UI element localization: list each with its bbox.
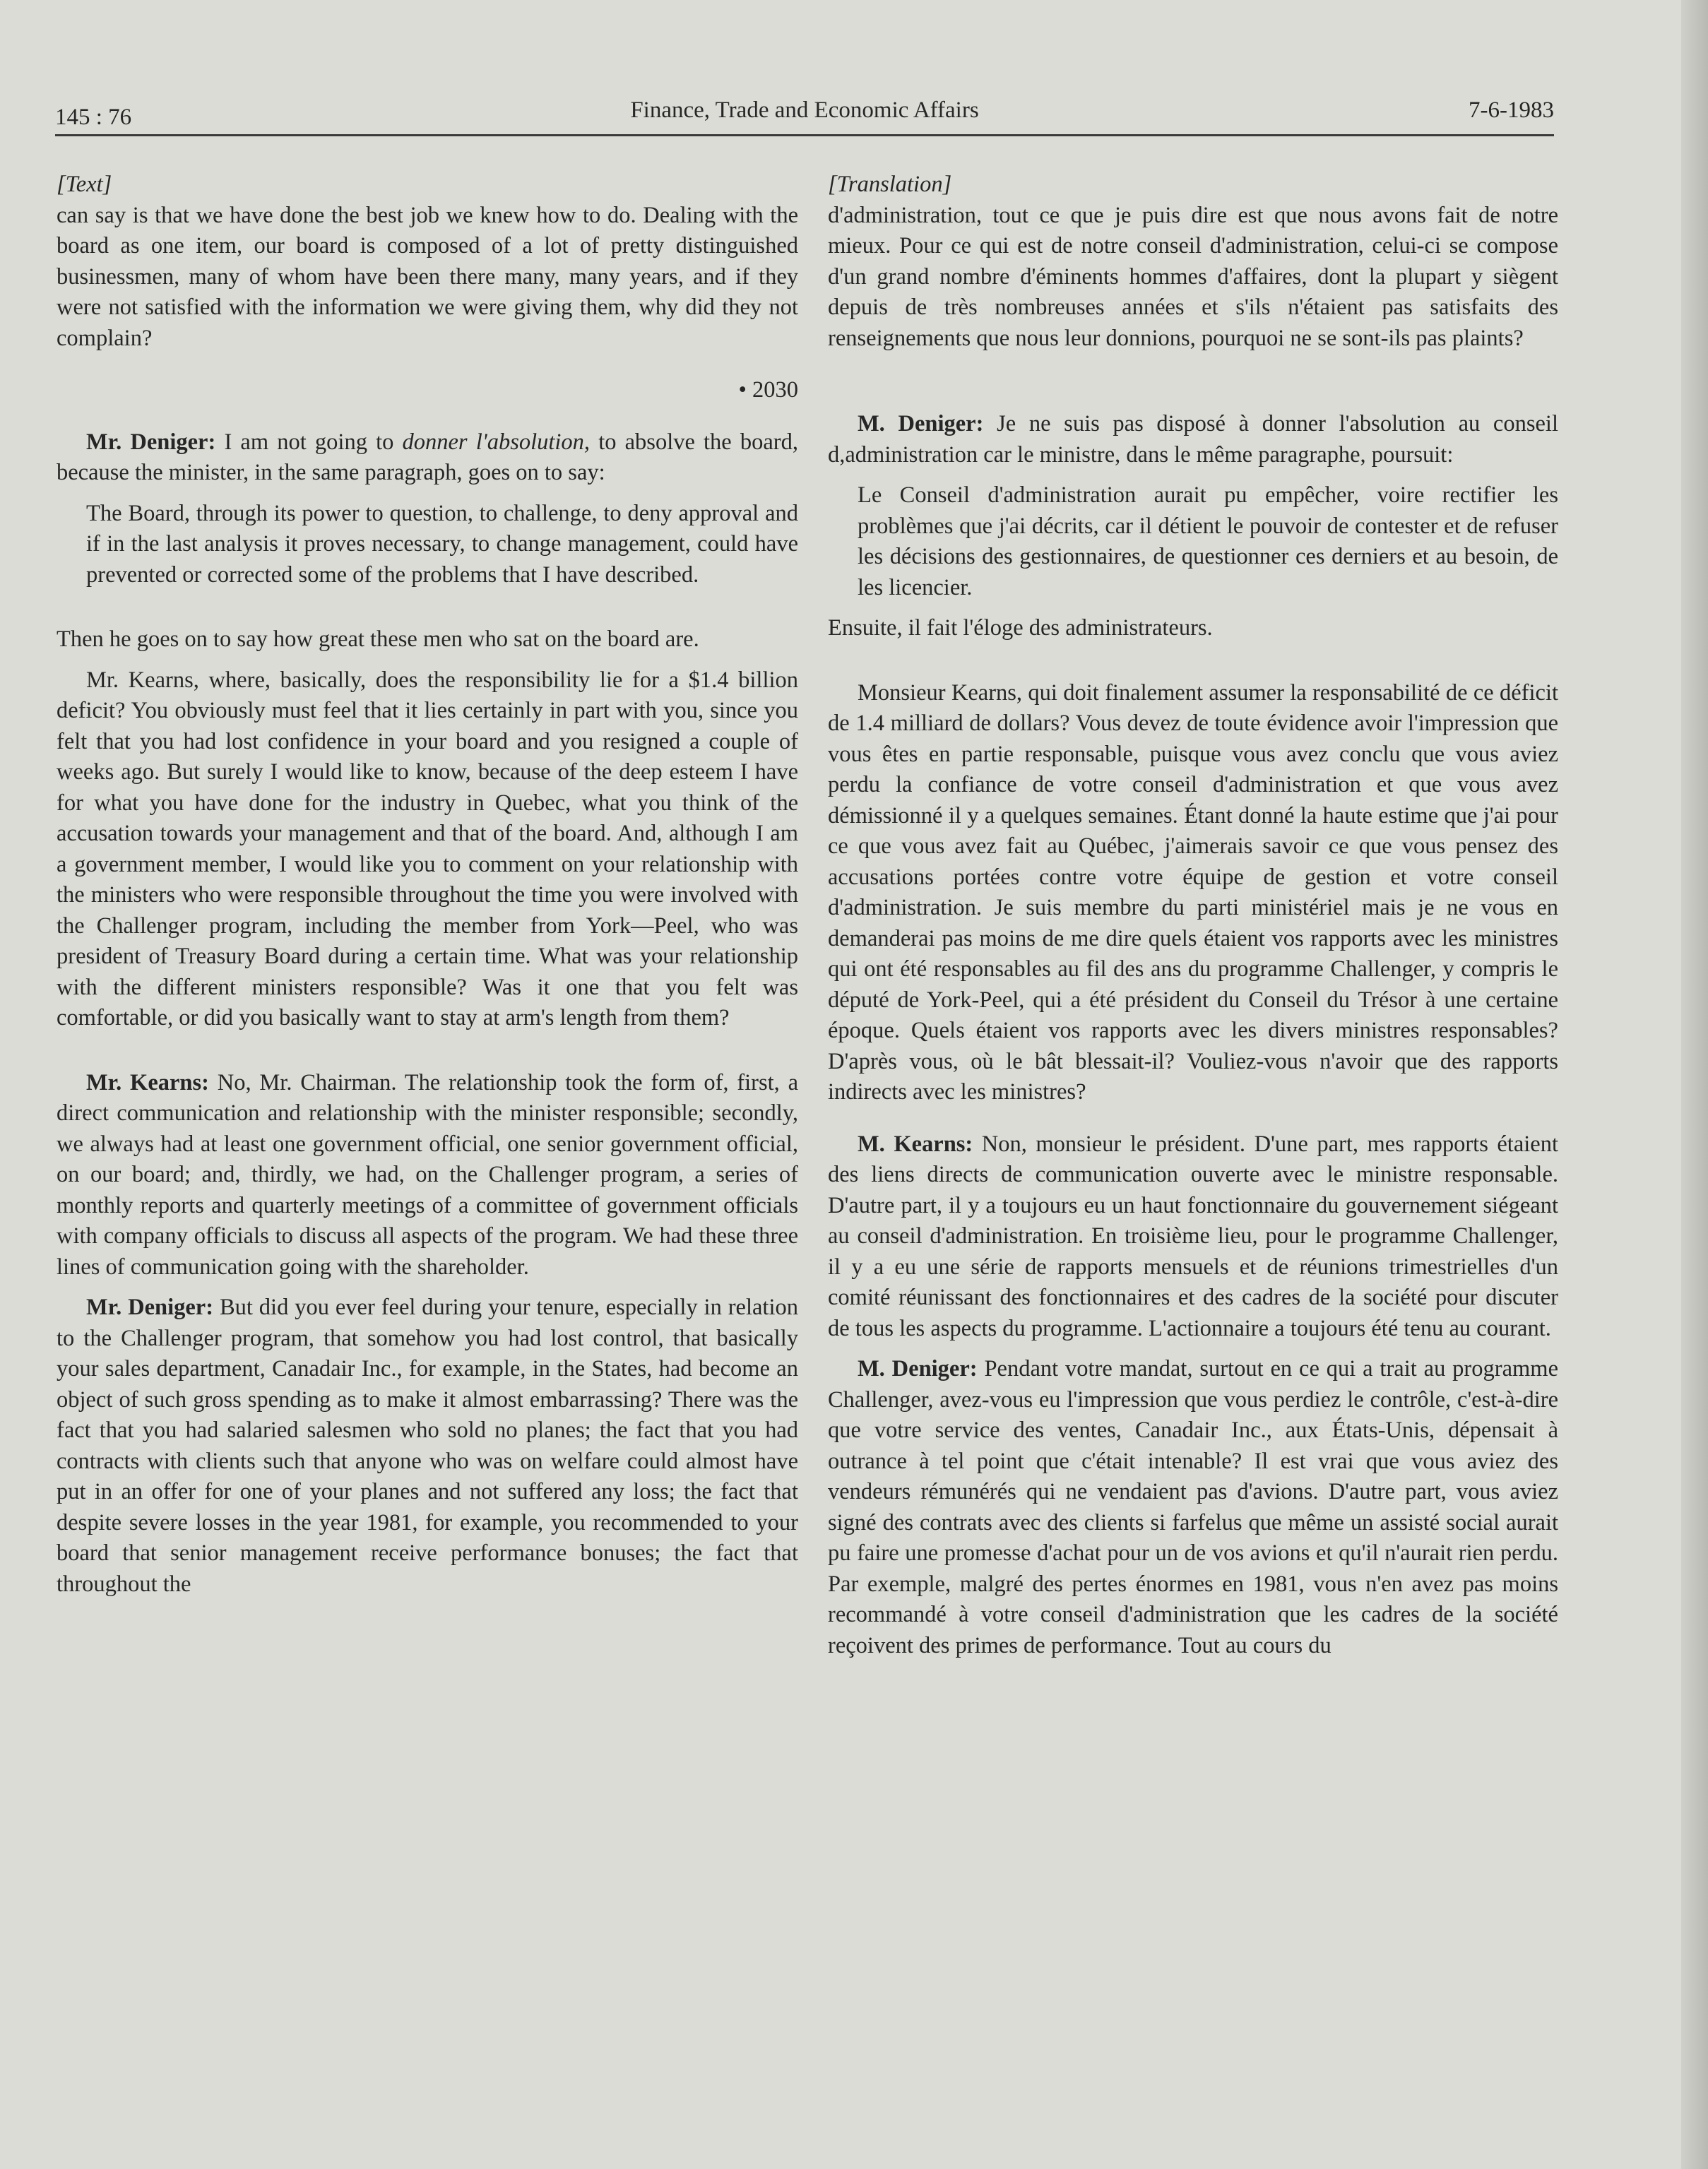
block-quote: Le Conseil d'administration aurait pu empêcher, voire rectifier les problèmes que j'ai décrits, car il détient le pouvoir de contester et de refuser les décisions des gestionnaires, de questionner ces derniers et au besoin, de les licencier. [858,482,1558,600]
text-tag: [Text] [57,172,112,197]
paragraph: d'administration, tout ce que je puis dire est que nous avons fait de notre mieux. Pour ce qui est de notre conseil d'administration, celui-ci se compose d'un grand nombre d'éminents hommes d'affaires, dont la plupart y siègent depuis de très nombreuses années et s'ils n'étaient pas satisfaits des renseignements que nous leur donnions, pourquoi ne se sont-ils pas plaints? [828,202,1558,351]
speaker-name: M. Deniger: [858,1356,978,1381]
speaker-name: Mr. Deniger: [86,429,216,455]
paragraph: Ensuite, il fait l'éloge des administrateurs. [828,615,1213,641]
speaker-name: M. Kearns: [858,1131,973,1157]
italic-phrase: donner l'absolution, [402,429,591,455]
speaker-paragraph: Mr. Deniger: But did you ever feel during your tenure, especially in relation to the Challenger program, that somehow you had lost control, that basically your sales department, Canadair Inc., for example, in the States, had become an object of such gross spending as to make it almost embarrassing? There was the fact that you had salaried salesmen who sold no planes; the fact that you had contracts with clients such that anyone who was on welfare could almost have put in an offer for one of your planes and not suffered any loss; the fact that despite severe losses in the year 1981, for example, you recommended to your board that senior management receive performance bonuses; the fact that throughout the [57,1295,798,1597]
speaker-paragraph: M. Deniger: Pendant votre mandat, surtout en ce qui a trait au programme Challenger, avez-vous eu l'impression que vous perdiez le contrôle, c'est-à-dire que votre service des ventes, Canadair Inc., aux États-Unis, dépensait à outrance à tel point que c'était intenable? Il est vrai que vous aviez des vendeurs rémunérés qui ne vendaient pas d'avions. D'autre part, vous aviez signé des contrats avec des clients si farfelus que même un assisté social aurait pu faire une promesse d'achat pour un de vos avions et qu'il n'aurait rien perdu. Par exemple, malgré des pertes énormes en 1981, vous n'en avez pas moins recommandé à votre conseil d'administration que les cadres de la société reçoivent des primes de performance. Tout au cours du [828,1356,1558,1658]
speaker-paragraph: Mr. Deniger: I am not going to donner l'absolution, to absolve the board, because the minister, in the same paragraph, goes on to say: [57,429,798,485]
page-edge-shadow [1681,0,1708,2169]
running-title: Finance, Trade and Economic Affairs [630,97,979,123]
speaker-name: M. Deniger: [858,411,984,436]
time-marker: • 2030 [738,377,798,403]
page-number: 145 : 76 [55,105,132,130]
translation-tag: [Translation] [828,172,952,197]
speaker-paragraph: M. Deniger: Je ne suis pas disposé à donner l'absolution au conseil d,administration car le ministre, dans le même paragraphe, poursuit: [828,411,1558,468]
english-column [57,170,798,1600]
block-quote: The Board, through its power to question, to challenge, to deny approval and if in the last analysis it proves necessary, to change management, could have prevented or corrected some of the problems that I have described. [86,500,798,588]
page-header [55,97,1554,133]
header-rule [55,134,1554,136]
paragraph: Monsieur Kearns, qui doit finalement assumer la responsabilité de ce déficit de 1.4 milliard de dollars? Vous devez de toute évidence avoir l'impression que vous êtes en partie responsable, puisque vous avez conclu que vous aviez perdu la confiance de votre conseil d'administration et que vous avez démissionné il y a quelques semaines. Étant donné la haute estime que j'ai pour ce que vous avez fait au Québec, j'aimerais savoir ce que vous pensez des accusations portées contre votre équipe de gestion et votre conseil d'administration. Je suis membre du parti ministériel mais je ne vous en demanderai pas moins de me dire quels étaient vos rapports avec les ministres qui ont été responsables au fil des ans du programme Challenger, y compris le député de York-Peel, qui a été président du Conseil du Trésor à une certaine époque. Quels étaient vos rapports avec les divers ministres responsables? D'après vous, où le bât blessait-il? Vouliez-vous n'avoir que des rapports indirects avec les ministres? [828,679,1558,1105]
speaker-name: Mr. Kearns: [86,1069,209,1095]
french-column [828,170,1558,1661]
page-date: 7-6-1983 [1469,97,1554,123]
speaker-paragraph: Mr. Kearns: No, Mr. Chairman. The relationship took the form of, first, a direct communication and relationship with the minister responsible; secondly, we always had at least one government official, one senior government official, on our board; and, thirdly, we had, on the Challenger program, a series of monthly reports and quarterly meetings of a committee of government officials with company officials to discuss all aspects of the program. We had these three lines of communication going with the shareholder. [57,1069,798,1280]
speaker-paragraph: M. Kearns: Non, monsieur le président. D'une part, mes rapports étaient des liens directs de communication ouverte avec le ministre responsable. D'autre part, il y a toujours eu un haut fonctionnaire du gouvernement siégeant au conseil d'administration. En troisième lieu, pour le programme Challenger, il y a eu une série de rapports mensuels et de réunions trimestrielles d'un comité réunissant des fonctionnaires et des cadres de la société pour discuter de tous les aspects du programme. L'actionnaire a toujours été tenu au courant. [828,1131,1558,1341]
paragraph: can say is that we have done the best job we knew how to do. Dealing with the board as one item, our board is composed of a lot of pretty distinguished businessmen, many of whom have been there many, many years, and if they were not satisfied with the information we were giving them, why did they not complain? [57,202,798,351]
paragraph: Then he goes on to say how great these men who sat on the board are. [57,626,699,652]
speaker-name: Mr. Deniger: [86,1295,214,1320]
paragraph: Mr. Kearns, where, basically, does the responsibility lie for a $1.4 billion deficit? You obviously must feel that it lies certainly in part with you, since you felt that you had lost confidence in your board and you resigned a couple of weeks ago. But surely I would like to know, because of the deep esteem I have for what you have done for the industry in Quebec, what you think of the accusation towards your management and that of the board. And, although I am a government member, I would like you to comment on your relationship with the ministers who were responsible throughout the time you were involved with the Challenger program, including the member from York—Peel, who was president of Treasury Board during a certain time. What was your relationship with the different ministers responsible? Was it one that you felt was comfortable, or did you basically want to stay at arm's length from them? [57,667,798,1030]
